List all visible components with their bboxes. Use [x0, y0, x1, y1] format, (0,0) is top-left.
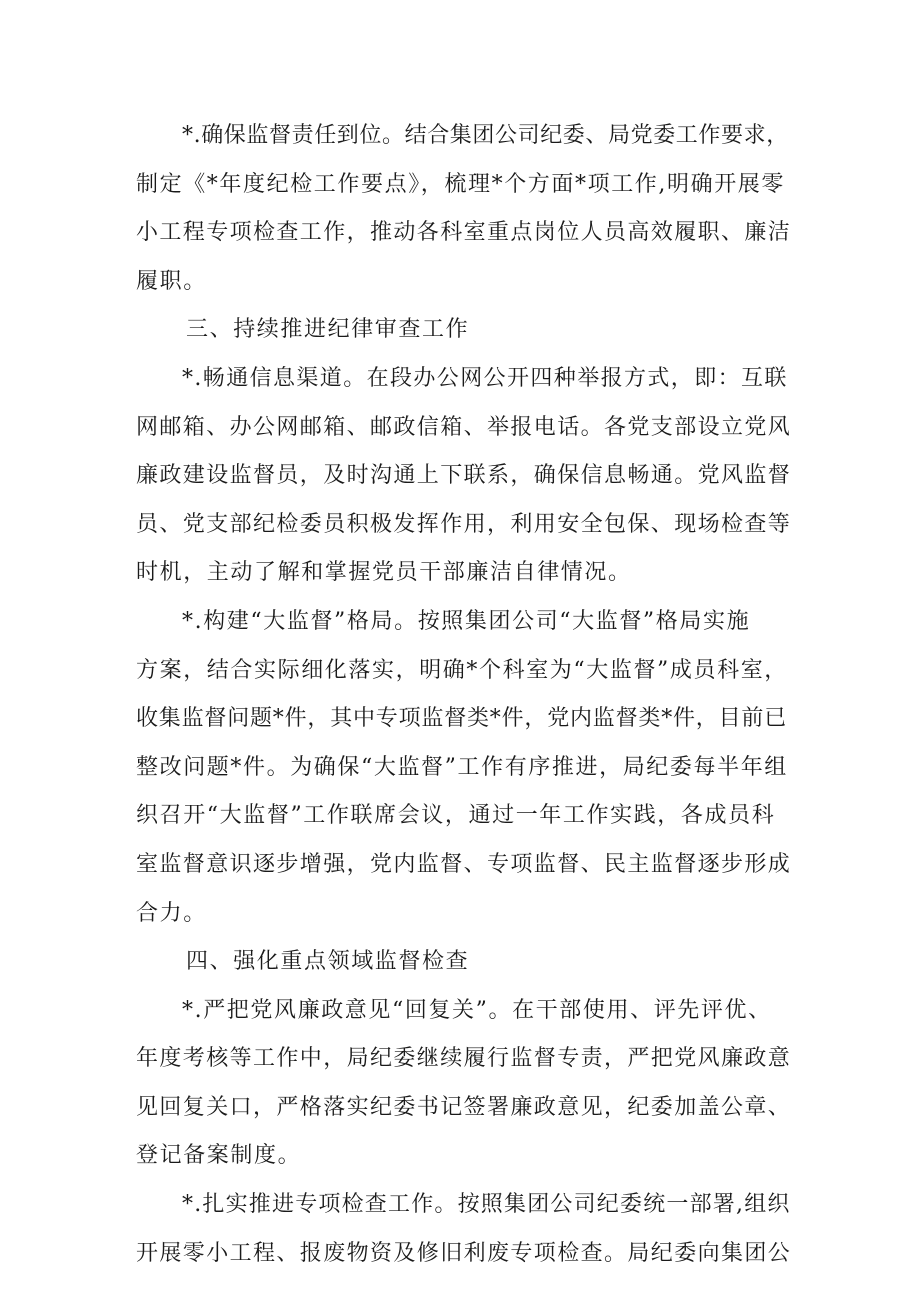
text-line: 室监督意识逐步增强，党内监督、专项监督、民主监督逐步形成: [136, 851, 792, 877]
text-line: 登记备案制度。: [136, 1143, 302, 1169]
text-line: 员、党支部纪检委员积极发挥作用，利用安全包保、现场检查等: [136, 511, 792, 537]
text-line: 开展零小工程、报废物资及修旧利废专项检查。局纪委向集团公: [136, 1240, 792, 1266]
text-line: 收集监督问题*件，其中专项监督类*件，党内监督类*件，目前已: [136, 706, 788, 732]
document-body: [136, 112, 792, 1278]
section-heading: 四、强化重点领域监督检查: [186, 949, 470, 975]
text-line: 时机，主动了解和掌握党员干部廉洁自律情况。: [136, 560, 632, 586]
text-line: *.扎实推进专项检查工作。按照集团公司纪委统一部署,组织: [182, 1192, 791, 1218]
text-line: *.确保监督责任到位。结合集团公司纪委、局党委工作要求，: [182, 123, 789, 148]
text-line: *.构建“大监督”格局。按照集团公司“大监督”格局实施: [182, 608, 751, 634]
text-line: 小工程专项检查工作，推动各科室重点岗位人员高效履职、廉洁: [136, 220, 792, 246]
text-line: 见回复关口，严格落实纪委书记签署廉政意见，纪委加盖公章、: [136, 1094, 792, 1120]
text-line: 织召开“大监督”工作联席会议，通过一年工作实践，各成员科: [136, 803, 776, 829]
text-line: 合力。: [136, 900, 207, 926]
text-line: *.严把党风廉政意见“回复关”。在干部使用、评先评优、: [182, 997, 772, 1023]
text-line: 制定《*年度纪检工作要点》，梳理*个方面*项工作,明确开展零: [136, 171, 785, 197]
text-line: 履职。: [136, 268, 207, 294]
text-line: *.畅通信息渠道。在段办公网公开四种举报方式，即：互联: [182, 365, 788, 391]
text-line: 网邮箱、办公网邮箱、邮政信箱、举报电话。各党支部设立党风: [136, 414, 792, 440]
text-line: 方案，结合实际细化落实，明确*个科室为“大监督”成员科室，: [136, 657, 788, 683]
text-line: 廉政建设监督员，及时沟通上下联系，确保信息畅通。党风监督: [136, 463, 792, 489]
text-line: 年度考核等工作中，局纪委继续履行监督专责，严把党风廉政意: [136, 1046, 792, 1072]
text-line: 整改问题*件。为确保“大监督”工作有序推进，局纪委每半年组: [136, 754, 788, 780]
section-heading: 三、持续推进纪律审查工作: [186, 317, 470, 343]
